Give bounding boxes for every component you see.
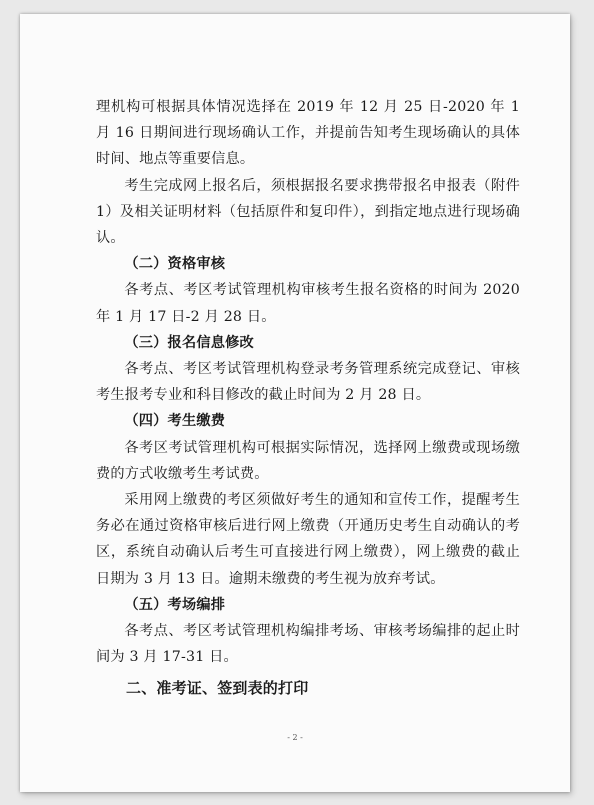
paragraph-fee-method: 各考区考试管理机构可根据实际情况，选择网上缴费或现场缴费的方式收缴考生考试费。 xyxy=(96,439,520,482)
paragraph-info-modification: 各考点、考区考试管理机构登录考务管理系统完成登记、审核考生报考专业和科目修改的截止时间为 2 月 28 日。 xyxy=(96,361,520,404)
paragraph-qualification-review: 各考点、考区考试管理机构审核考生报名资格的时间为 2020 年 1 月 17 日-2 月 28 日。 xyxy=(96,282,520,325)
page-number: - 2 - xyxy=(287,733,303,742)
heading-qualification-review: （二）资格审核 xyxy=(124,256,226,273)
document-body xyxy=(96,94,520,704)
paragraph-onsite-confirmation: 考生完成网上报名后，须根据报名要求携带报名申报表（附件 1）及相关证明材料（包括原件和复印件），到指定地点进行现场确认。 xyxy=(96,177,520,247)
heading-exam-room-arrangement: （五）考场编排 xyxy=(124,596,226,613)
document-page xyxy=(20,14,570,792)
paragraph-online-payment: 采用网上缴费的考区须做好考生的通知和宣传工作，提醒考生务必在通过资格审核后进行网上缴费（开通历史考生自动确认的考区，系统自动确认后考生可直接进行网上缴费），网上缴费的截止日期为 3 月 13 日。逾期未缴费的考生视为放弃考试。 xyxy=(96,492,520,587)
heading-exam-fee: （四）考生缴费 xyxy=(124,413,226,430)
paragraph-confirmation-period: 理机构可根据具体情况选择在 2019 年 12 月 25 日-2020 年 1 月 16 日期间进行现场确认工作，并提前告知考生现场确认的具体时间、地点等重要信息。 xyxy=(96,99,520,168)
heading-info-modification: （三）报名信息修改 xyxy=(124,334,254,351)
section-heading-admission-ticket: 二、准考证、签到表的打印 xyxy=(126,679,309,698)
paragraph-exam-room-arrangement: 各考点、考区考试管理机构编排考场、审核考场编排的起止时间为 3 月 17-31 日。 xyxy=(96,623,520,666)
